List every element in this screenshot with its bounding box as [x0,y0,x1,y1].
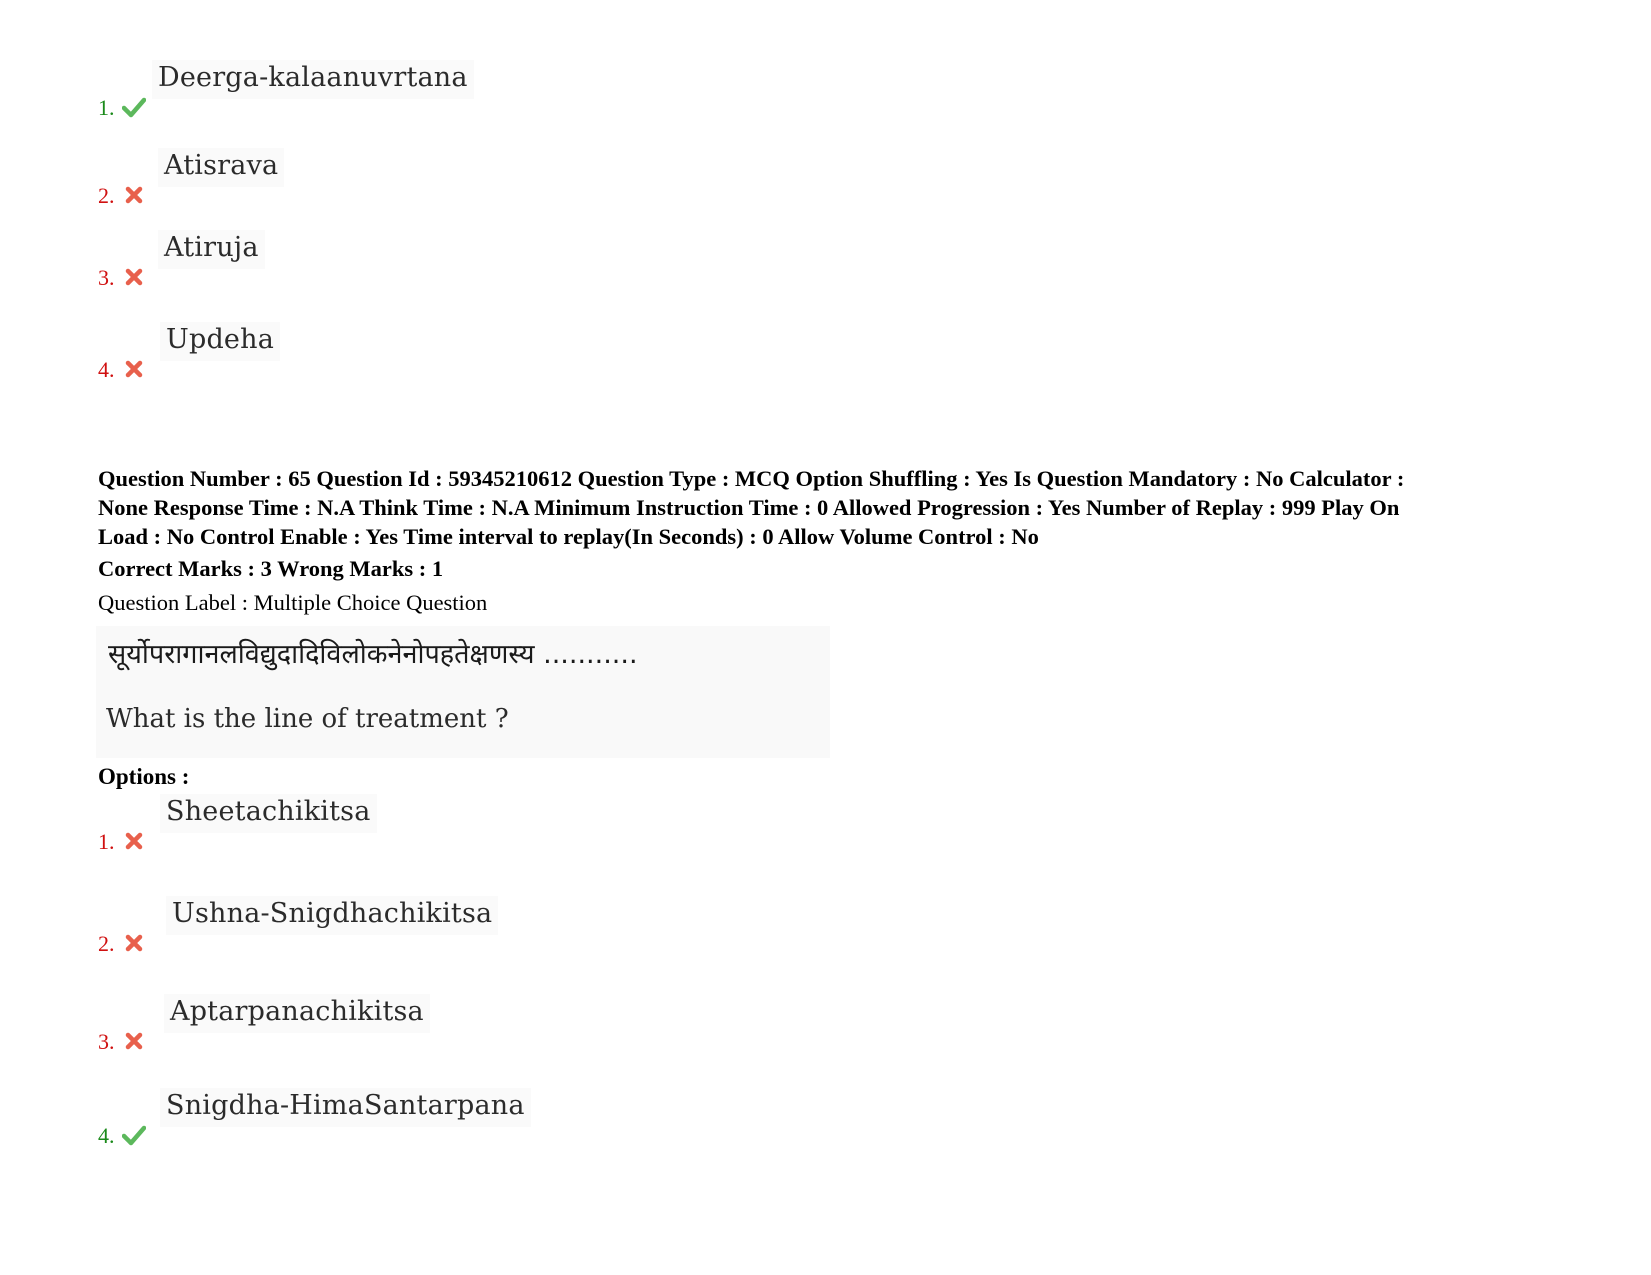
cross-icon [122,266,146,288]
option-number: 3. [98,265,115,290]
cross-icon [122,184,146,206]
option-number: 3. [98,1029,115,1054]
question-content [96,626,830,758]
prev-option-1 [98,60,798,120]
check-icon [122,1124,146,1146]
option-text: Atiruja [158,230,265,269]
option-1 [98,794,798,854]
marks-line: Correct Marks : 3 Wrong Marks : 1 [98,556,444,581]
option-number: 2. [98,183,115,208]
cross-icon [122,358,146,380]
check-icon [122,96,146,118]
question-label: Question Label : Multiple Choice Question [98,590,488,615]
options-heading: Options : [98,764,190,789]
option-text: Atisrava [158,148,284,187]
prev-option-2 [98,148,798,208]
option-text: Aptarpanachikitsa [164,994,430,1033]
option-text: Ushna-Snigdhachikitsa [166,896,498,935]
option-number: 4. [98,1123,115,1148]
option-text: Deerga-kalaanuvrtana [152,60,474,99]
prev-option-3 [98,230,798,290]
option-text: Sheetachikitsa [160,794,377,833]
option-number: 4. [98,357,115,382]
option-3 [98,994,798,1054]
prev-option-4 [98,322,798,382]
cross-icon [122,932,146,954]
metadata-line: None Response Time : N.A Think Time : N.A Minimum Instruction Time : 0 Allowed Progression : Yes Number of Replay : 999 Play On [98,495,1400,520]
option-text: Snigdha-HimaSantarpana [160,1088,531,1127]
cross-icon [122,1030,146,1052]
option-number: 2. [98,931,115,956]
sanskrit-text: सूर्योपरागानलविद्युदादिविलोकनेनोपहतेक्षणस्य ........... [108,639,638,670]
option-number: 1. [98,95,115,120]
option-text: Updeha [160,322,280,361]
cross-icon [122,830,146,852]
option-4 [98,1088,798,1148]
metadata-line: Question Number : 65 Question Id : 59345210612 Question Type : MCQ Option Shuffling : Yes Is Question Mandatory : No Calculator : [98,466,1405,491]
question-text: What is the line of treatment ? [106,704,509,734]
question-metadata [98,464,1568,551]
metadata-line: Load : No Control Enable : Yes Time interval to replay(In Seconds) : 0 Allow Volume Control : No [98,524,1039,549]
option-number: 1. [98,829,115,854]
option-2 [98,896,798,956]
